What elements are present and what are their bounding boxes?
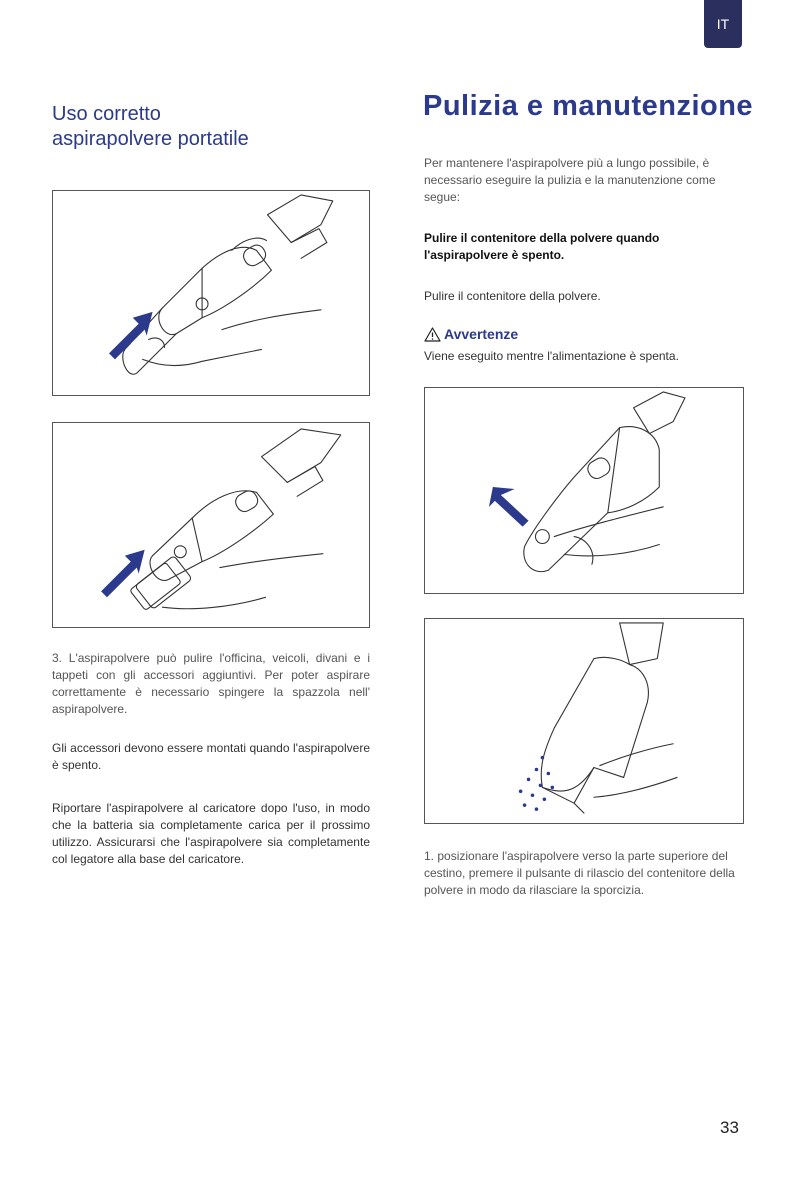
page-number: 33 [720, 1118, 739, 1137]
cleaning-caption: 1. posizionare l'aspirapolvere verso la parte superiore del cestino, premere il pulsante di rilascio del contenitore della polvere in modo da rilasciare la sporcizia. [424, 849, 735, 897]
figure-vacuum-with-brush [52, 422, 370, 628]
usage-paragraph-accessories: 3. L'aspirapolvere può pulire l'officina, veicoli, divani e i tappeti con gli accessori aggiuntivi. Per poter aspirare correttamente è necessario spingere la spazzola nell' aspirapolvere. [52, 651, 370, 716]
cleaning-subhead: Pulire il contenitore della polvere quando l'aspirapolvere è spento. [424, 231, 660, 262]
section-title-cleaning: Pulizia e manutenzione [423, 90, 754, 122]
warning-heading [424, 326, 518, 342]
figure-vacuum-insert-nozzle [52, 190, 370, 396]
figure-empty-dust-container [424, 618, 744, 824]
section-title-usage [52, 102, 249, 152]
warning-triangle-icon [424, 327, 441, 342]
language-tab: IT [704, 0, 742, 48]
figure-press-release-button [424, 387, 744, 594]
section-title-line-2: aspirapolvere portatile [52, 128, 249, 150]
warning-text: Viene eseguito mentre l'alimentazione è spenta. [424, 349, 679, 363]
warning-title: Avvertenze [444, 326, 519, 342]
usage-paragraph-mounting: Gli accessori devono essere montati quando l'aspirapolvere è spento. [52, 741, 370, 772]
section-title-line-1: Uso corretto [52, 103, 161, 125]
usage-paragraph-charging: Riportare l'aspirapolvere al caricatore dopo l'uso, in modo che la batteria sia completamente carica per il prossimo utilizzo. Assicurarsi che l'aspirapolvere sia completamente col legatore alla base del caricatore. [52, 801, 370, 866]
cleaning-step-text: Pulire il contenitore della polvere. [424, 289, 601, 303]
cleaning-intro: Per mantenere l'aspirapolvere più a lungo possibile, è necessario eseguire la pulizia e la manutenzione come segue: [424, 156, 716, 204]
